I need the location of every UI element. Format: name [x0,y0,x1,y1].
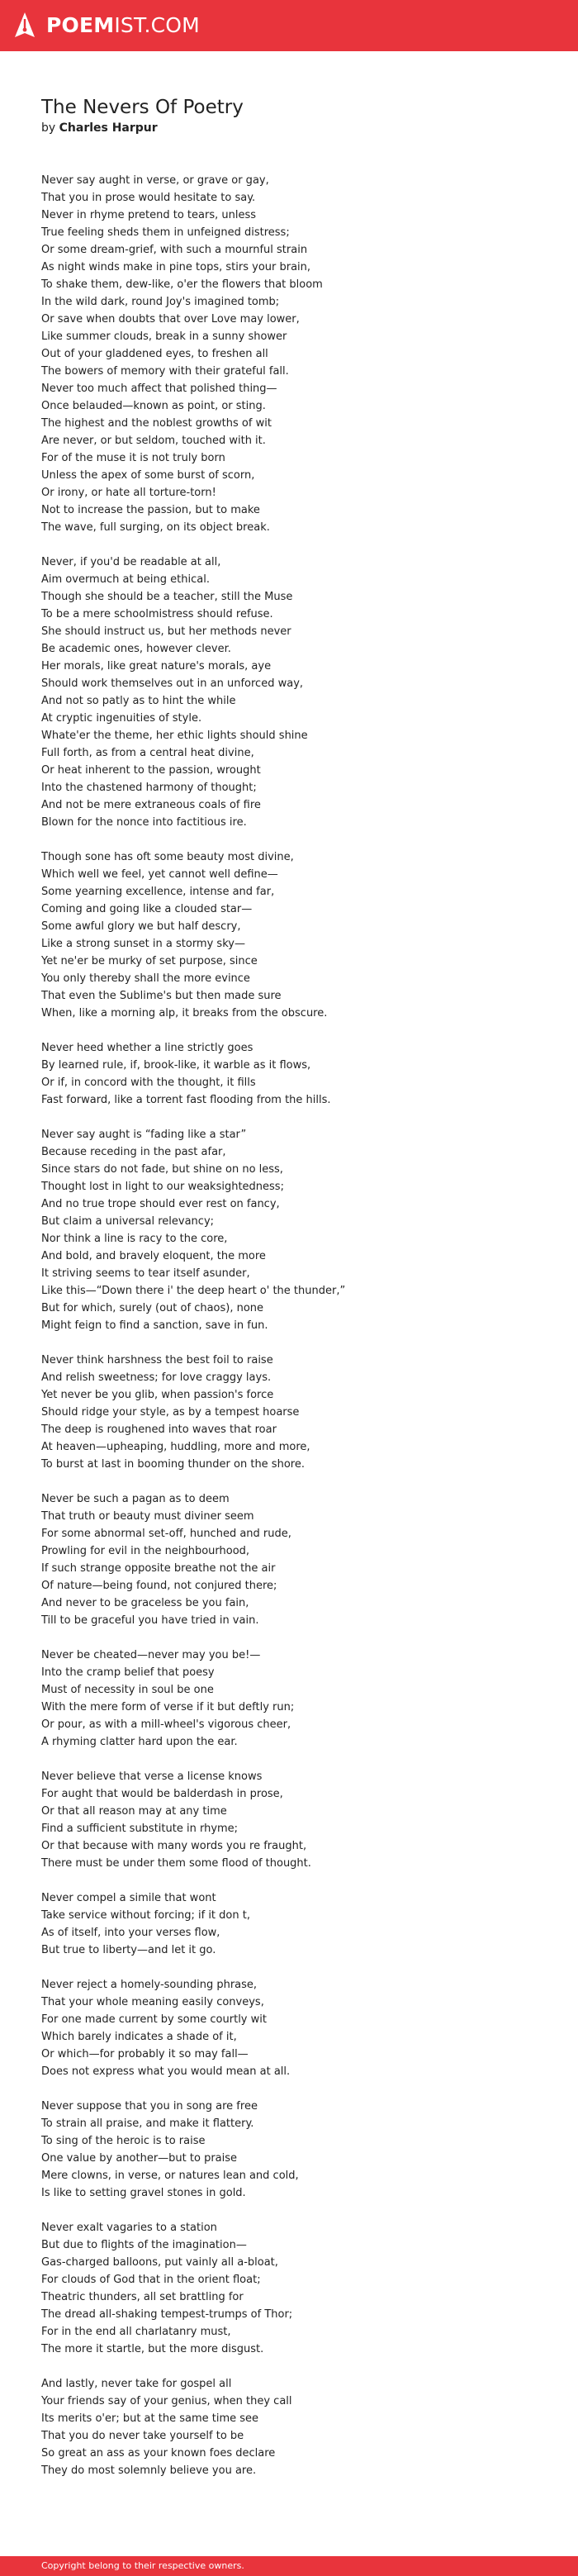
poem-stanza [41,1647,537,1751]
poem-line: Be academic ones, however clever. [41,643,231,655]
poem-line: Like this—“Down there i' the deep heart o' the thunder,” [41,1285,346,1297]
poem-line: Or save when doubts that over Love may lower, [41,313,300,326]
poem-line: Are never, or but seldom, touched with it. [41,435,266,447]
site-logo[interactable] [13,12,200,40]
poem-line: Till to be graceful you have tried in vain. [41,1614,259,1627]
poem-line: Some yearning excellence, intense and far, [41,886,275,898]
poem-line: At heaven—upheaping, huddling, more and more, [41,1441,310,1453]
poem-stanza [41,2098,537,2202]
poem-line: Might feign to find a sanction, save in fun. [41,1319,268,1332]
poem-line: That truth or beauty must diviner seem [41,1510,254,1523]
poem-line: Yet ne'er be murky of set purpose, since [41,955,258,967]
poem-stanza [41,1889,537,1959]
poem-line: The dread all-shaking tempest-trumps of Thor; [41,2308,293,2321]
poem-line: There must be under them some flood of thought. [41,1857,311,1870]
poem-line: One value by another—but to praise [41,2152,238,2165]
poem-line: For of the muse it is not truly born [41,452,225,464]
poem-line: Her morals, like great nature's morals, aye [41,660,272,673]
poem-content [41,79,537,2497]
poem-line: She should instruct us, but her methods never [41,625,291,638]
poem-line: Since stars do not fade, but shine on no less, [41,1163,283,1176]
poem-line: As of itself, into your verses flow, [41,1927,220,1939]
poem-line: To strain all praise, and make it flattery. [41,2117,254,2130]
poem-line: You only thereby shall the more evince [41,972,250,985]
poem-line: Coming and going like a clouded star— [41,903,253,915]
poem-line: Never reject a homely-sounding phrase, [41,1979,258,1991]
poem-line: Or if, in concord with the thought, it fills [41,1077,256,1089]
poem-line: To shake them, dew-like, o'er the flowers that bloom [41,278,323,291]
poem-line: In the wild dark, round Joy's imagined tomb; [41,296,280,308]
poem-stanza [41,2219,537,2358]
poem-line: Or which—for probably it so may fall— [41,2048,249,2060]
poem-body [41,172,537,2479]
poem-line: Is like to setting gravel stones in gold. [41,2187,246,2199]
poem-line: Which well we feel, yet cannot well define— [41,868,278,881]
poem-line: Or some dream-grief, with such a mournful strain [41,244,308,256]
poem-stanza [41,1126,537,1334]
poem-line: Once belauded—known as point, or sting. [41,400,266,412]
poem-line: Or that because with many words you re fraught, [41,1840,307,1852]
poem-line: Should work themselves out in an unforced way, [41,677,304,690]
poem-line: For clouds of God that in the orient float; [41,2274,261,2286]
poem-line: The more it startle, but the more disgust. [41,2343,264,2355]
site-header [0,0,578,51]
poem-line: True feeling sheds them in unfeigned distress; [41,226,290,239]
poem-line: Into the chastened harmony of thought; [41,782,257,794]
poem-line: To sing of the heroic is to raise [41,2135,206,2147]
logo-text-rest: IST.COM [114,13,200,37]
poem-line: Whate'er the theme, her ethic lights should shine [41,730,308,742]
poem-stanza [41,1490,537,1629]
poem-line: If such strange opposite breathe not the air [41,1562,276,1575]
poem-line: Fast forward, like a torrent fast flooding from the hills. [41,1094,331,1106]
poem-line: Though she should be a teacher, still the Muse [41,591,293,603]
poem-line: Mere clowns, in verse, or natures lean and cold, [41,2170,299,2182]
poem-stanza [41,2375,537,2479]
poem-line: The deep is roughened into waves that roar [41,1423,277,1436]
poem-stanza [41,1976,537,2080]
poem-line: To burst at last in booming thunder on the shore. [41,1458,305,1471]
poem-line: The wave, full surging, on its object break. [41,521,270,534]
poem-line: Of nature—being found, not conjured there; [41,1580,277,1592]
poem-line: Never heed whether a line strictly goes [41,1042,253,1054]
poem-line: For in the end all charlatanry must, [41,2326,231,2338]
poem-line: Not to increase the passion, but to make [41,504,260,516]
author-link[interactable]: Charles Harpur [59,121,158,135]
poem-stanza [41,172,537,536]
poem-line: Yet never be you glib, when passion's force [41,1389,274,1401]
poem-line: It striving seems to tear itself asunder, [41,1267,250,1280]
poem-line: Never say aught in verse, or grave or gay, [41,174,269,187]
poem-byline [41,121,537,135]
poem-line: A rhyming clatter hard upon the ear. [41,1736,238,1748]
poem-line: And relish sweetness; for love craggy lays. [41,1371,272,1384]
footer-copyright: Copyright belong to their respective owners. [41,2560,244,2571]
poem-line: And never to be graceless be you fain, [41,1597,249,1609]
poem-line: Or heat inherent to the passion, wrought [41,764,261,777]
poem-line: Never in rhyme pretend to tears, unless [41,209,257,221]
poem-line: Never exalt vagaries to a station [41,2222,217,2234]
poem-line: Blown for the nonce into factitious ire. [41,816,247,829]
poem-line: Never suppose that you in song are free [41,2100,258,2113]
poem-line: Though sone has oft some beauty most divine, [41,851,294,863]
poem-line: The bowers of memory with their grateful fall. [41,365,289,378]
poem-line: That even the Sublime's but then made sure [41,990,282,1002]
poem-line: Like summer clouds, break in a sunny shower [41,330,287,343]
poem-line: And no true trope should ever rest on fancy, [41,1198,280,1210]
poem-line: Nor think a line is racy to the core, [41,1233,228,1245]
poem-line: Because receding in the past afar, [41,1146,226,1158]
poem-line: Or pour, as with a mill-wheel's vigorous cheer, [41,1718,291,1731]
poem-line: Theatric thunders, all set brattling for [41,2291,244,2303]
poem-line: Must of necessity in soul be one [41,1684,214,1696]
poem-line: That you do never take yourself to be [41,2430,244,2442]
poem-line: Gas-charged balloons, put vainly all a-bloat, [41,2256,278,2269]
byline-prefix: by [41,121,56,135]
poem-stanza [41,1768,537,1872]
poem-line: Prowling for evil in the neighbourhood, [41,1545,250,1557]
poem-line: Should ridge your style, as by a tempest hoarse [41,1406,300,1419]
poem-line: For some abnormal set-off, hunched and rude, [41,1528,291,1540]
poem-line: Aim overmuch at being ethical. [41,573,210,586]
poem-line: Never believe that verse a license knows [41,1770,263,1783]
poem-line: Like a strong sunset in a stormy sky— [41,938,245,950]
poem-line: By learned rule, if, brook-like, it warble as it flows, [41,1059,311,1072]
poem-line: They do most solemnly believe you are. [41,2464,257,2477]
poem-line: Its merits o'er; but at the same time see [41,2412,259,2425]
site-footer [0,2556,578,2576]
poem-line: The highest and the noblest growths of wit [41,417,272,430]
logo-wordmark [46,12,200,40]
poem-line: Full forth, as from a central heat divine, [41,747,254,759]
poem-line: Unless the apex of some burst of scorn, [41,469,255,482]
poem-line: Never too much affect that polished thing— [41,383,277,395]
poem-stanza [41,554,537,831]
poem-line: At cryptic ingenuities of style. [41,712,202,725]
pen-nib-icon [13,12,36,40]
poem-line: But true to liberty—and let it go. [41,1944,216,1956]
poem-line: Your friends say of your genius, when they call [41,2395,292,2407]
poem-stanza [41,848,537,1022]
poem-line: Never be such a pagan as to deem [41,1493,230,1505]
poem-line: Find a sufficient substitute in rhyme; [41,1823,239,1835]
poem-stanza [41,1039,537,1109]
poem-line: That you in prose would hesitate to say. [41,192,256,204]
poem-line: Never be cheated—never may you be!— [41,1649,261,1661]
poem-line: For one made current by some courtly wit [41,2013,267,2026]
poem-line: Take service without forcing; if it don t, [41,1909,250,1922]
poem-line: Into the cramp belief that poesy [41,1666,215,1679]
poem-line: And bold, and bravely eloquent, the more [41,1250,266,1262]
poem-stanza [41,1352,537,1473]
poem-line: Never compel a simile that wont [41,1892,216,1904]
poem-line: And lastly, never take for gospel all [41,2378,232,2390]
poem-line: But due to flights of the imagination— [41,2239,247,2251]
poem-line: Out of your gladdened eyes, to freshen all [41,348,268,360]
poem-line: But claim a universal relevancy; [41,1215,215,1228]
poem-line: That your whole meaning easily conveys, [41,1996,264,2008]
poem-line: And not be mere extraneous coals of fire [41,799,261,811]
poem-line: And not so patly as to hint the while [41,695,236,707]
poem-line: Some awful glory we but half descry, [41,920,241,933]
poem-line: So great an ass as your known foes declare [41,2447,276,2460]
poem-line: Does not express what you would mean at all. [41,2065,291,2078]
poem-line: When, like a morning alp, it breaks from the obscure. [41,1007,328,1019]
poem-title: The Nevers Of Poetry [41,97,244,118]
poem-line: But for which, surely (out of chaos), none [41,1302,264,1314]
poem-line: For aught that would be balderdash in prose, [41,1788,283,1800]
poem-line: To be a mere schoolmistress should refuse. [41,608,273,620]
poem-line: As night winds make in pine tops, stirs your brain, [41,261,311,273]
poem-line: Or irony, or hate all torture-torn! [41,487,216,499]
poem-line: With the mere form of verse if it but deftly run; [41,1701,295,1713]
poem-line: Never say aught is “fading like a star” [41,1129,247,1141]
poem-line: Thought lost in light to our weaksightedness; [41,1181,284,1193]
poem-line: Never think harshness the best foil to raise [41,1354,273,1366]
poem-line: Or that all reason may at any time [41,1805,227,1818]
poem-line: Never, if you'd be readable at all, [41,556,221,568]
logo-text-bold: POEM [46,13,115,37]
poem-line: Which barely indicates a shade of it, [41,2031,237,2043]
